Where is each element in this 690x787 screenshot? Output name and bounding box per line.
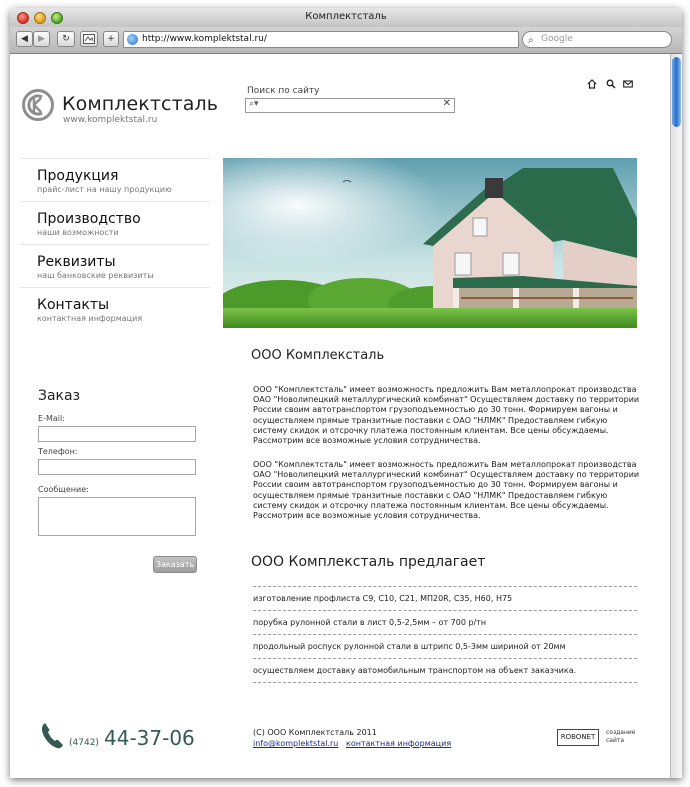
email-link[interactable]: info@komplektstal.ru xyxy=(253,739,339,748)
order-submit-button[interactable]: Заказать xyxy=(153,556,197,573)
copyright: (С) ООО Комплектсталь 2011 xyxy=(253,728,377,737)
email-field[interactable] xyxy=(38,426,196,442)
offer-list xyxy=(253,586,637,683)
message-field[interactable] xyxy=(38,497,196,536)
address-url: http://www.komplektstal.ru/ xyxy=(142,34,267,44)
nav-item-production[interactable] xyxy=(20,202,210,245)
offer-title: ООО Комплексталь предлагает xyxy=(251,554,486,570)
nav-item-title: Продукция xyxy=(37,168,119,184)
browser-search-placeholder: Google xyxy=(541,34,573,44)
nav-item-title: Реквизиты xyxy=(37,254,116,270)
snapback-icon xyxy=(83,34,95,44)
clear-icon[interactable]: ✕ xyxy=(442,98,451,109)
forward-button[interactable]: ▶ xyxy=(33,31,50,47)
robonet-caption-line: создание xyxy=(606,729,636,736)
browser-search-field[interactable] xyxy=(522,31,672,48)
reload-button[interactable]: ↻ xyxy=(57,31,75,47)
phone-code: (4742) xyxy=(69,738,99,748)
site-search-input[interactable] xyxy=(245,98,455,113)
nav-item-subtitle: наши возможности xyxy=(37,228,119,237)
hero-house-image xyxy=(223,158,637,328)
nav-item-subtitle: наш банковские реквизиты xyxy=(37,271,154,280)
vertical-scrollbar[interactable] xyxy=(670,54,682,778)
nav-item-subtitle: прайс-лист на нашу продукцию xyxy=(37,185,172,194)
list-item: порубка рулонной стали в лист 0,5-2,5мм – от 700 р/тн xyxy=(253,610,637,634)
home-icon[interactable] xyxy=(587,79,597,89)
phone-icon xyxy=(40,721,64,749)
about-paragraph: ООО "Комплектсталь" имеет возможность предложить Вам металлопрокат производства ОАО "Новолипецкий металлургический комбинат" Осуществляем доставку по территории России своим автотранспортом грузоподъемностью до 30 тонн. Формируем вагоны и осуществляем прямые транзитные поставки с ОАО "НЛМК" Предоставляем гибкую систему скидок и отсрочку платежа постоянным клиентам. Все цены обсуждаемы. Рассмотрим все возможные условия сотрудничества. xyxy=(253,385,640,446)
nav-item-requisites[interactable] xyxy=(20,245,210,288)
globe-icon xyxy=(127,34,138,45)
add-bookmark-button[interactable]: + xyxy=(103,31,119,47)
list-item: продольный роспуск рулонной стали в штрипс 0,5-3мм шириной от 20мм xyxy=(253,634,637,658)
main-nav xyxy=(20,158,210,330)
search-icon: ⌕ xyxy=(528,35,534,46)
phone-number: 44-37-06 xyxy=(104,726,195,750)
snapback-button[interactable] xyxy=(80,31,98,47)
email-label: E-Mail: xyxy=(38,414,65,423)
logo-icon[interactable] xyxy=(22,89,54,121)
back-button[interactable]: ◀ xyxy=(16,31,33,47)
nav-item-title: Производство xyxy=(37,211,141,227)
phone-field[interactable] xyxy=(38,459,196,475)
robonet-logo[interactable]: ROBONET xyxy=(557,729,599,746)
order-title: Заказ xyxy=(38,388,81,404)
address-bar[interactable] xyxy=(123,31,519,48)
phone-label: Телефон: xyxy=(38,447,78,456)
robonet-caption-line: сайта xyxy=(606,737,625,744)
robonet-caption xyxy=(606,729,646,745)
contact-info-link[interactable]: контактная информация xyxy=(346,739,452,748)
search-icon: ⌕▾ xyxy=(249,99,259,109)
about-title: ООО Комплексталь xyxy=(251,348,385,363)
page-content xyxy=(10,54,670,778)
message-label: Сообщение: xyxy=(38,485,89,494)
browser-window xyxy=(10,8,682,778)
mail-icon[interactable] xyxy=(623,79,633,89)
nav-item-title: Контакты xyxy=(37,297,110,313)
title-bar xyxy=(10,8,682,28)
logo-url: www.komplektstal.ru xyxy=(63,115,158,125)
scrollbar-thumb[interactable] xyxy=(672,57,681,127)
browser-toolbar xyxy=(10,27,682,54)
nav-item-contacts[interactable] xyxy=(20,288,210,330)
about-paragraph: ООО "Комплектсталь" имеет возможность предложить Вам металлопрокат производства ОАО "Новолипецкий металлургический комбинат" Осуществляем доставку по территории России своим автотранспортом грузоподъемностью до 30 тонн. Формируем вагоны и осуществляем прямые транзитные поставки с ОАО "НЛМК" Предоставляем гибкую систему скидок и отсрочку платежа постоянным клиентам. Все цены обсуждаемы. Рассмотрим все возможные условия сотрудничества. xyxy=(253,460,640,521)
site-search-label: Поиск по сайту xyxy=(247,86,320,96)
list-item: изготовление профлиста С9, С10, С21, МП20R, С35, Н60, Н75 xyxy=(253,586,637,610)
window-title: Комплектсталь xyxy=(305,11,387,22)
nav-item-subtitle: контактная информация xyxy=(37,314,143,323)
list-item: осуществляем доставку автомобильным транспортом на объект заказчика. xyxy=(253,658,637,683)
nav-item-products[interactable] xyxy=(20,158,210,202)
search-icon[interactable] xyxy=(606,79,616,89)
logo-name[interactable]: Комплектсталь xyxy=(62,93,219,115)
